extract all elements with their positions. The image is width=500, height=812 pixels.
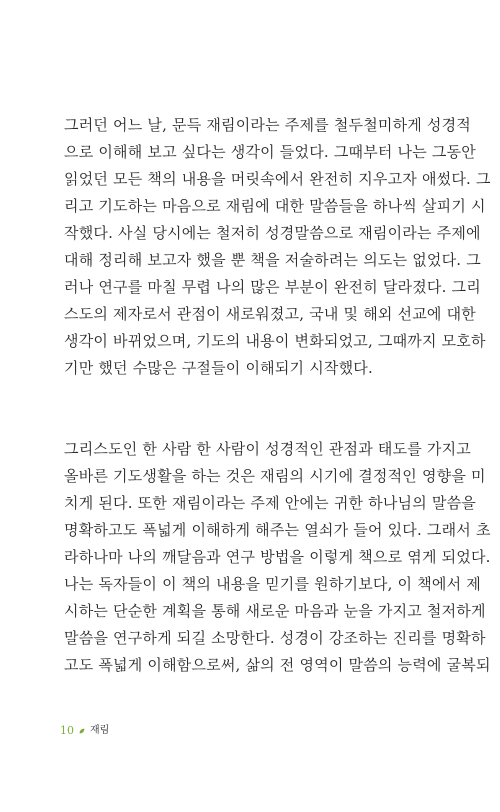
- paragraph-1: [64, 112, 491, 382]
- text-line: 그리스도인 한 사람 한 사람이 성경적인 관점과 태도를 가지고: [64, 440, 471, 458]
- page-number: 10: [60, 724, 74, 737]
- text-line: 대해 정리해 보고자 했을 뿐 책을 저술하려는 의도는 없었다. 그: [64, 251, 481, 269]
- text-line: 치게 된다. 또한 재림이라는 주제 안에는 귀한 하나님의 말씀을: [64, 494, 476, 512]
- text-line: 작했다. 사실 당시에는 철저히 성경말씀으로 재림이라는 주제에: [64, 224, 481, 242]
- text-line: 고도 폭넓게 이해함으로써, 삶의 전 영역이 말씀의 능력에 굴복되: [64, 656, 491, 674]
- text-line: 러나 연구를 마칠 무렵 나의 많은 부분이 완전히 달라졌다. 그리: [64, 278, 481, 296]
- text-line: 읽었던 모든 책의 내용을 머릿속에서 완전히 지우고자 애썼다. 그: [64, 170, 491, 188]
- text-line: 시하는 단순한 계획을 통해 새로운 마음과 눈을 가지고 철저하게: [64, 602, 486, 620]
- text-line: 말씀을 연구하게 되길 소망한다. 성경이 강조하는 진리를 명확하: [64, 629, 486, 647]
- running-title: 재림: [90, 725, 110, 736]
- page-footer: [60, 724, 109, 738]
- text-line: 나는 독자들이 이 책의 내용을 믿기를 원하기보다, 이 책에서 제: [64, 575, 481, 593]
- text-line: 명확하고도 폭넓게 이해하게 해주는 열쇠가 들어 있다. 그래서 초: [64, 521, 491, 539]
- text-line: 리고 기도하는 마음으로 재림에 대한 말씀들을 하나씩 살피기 시: [64, 197, 486, 215]
- text-line: 올바른 기도생활을 하는 것은 재림의 시기에 결정적인 영향을 미: [64, 467, 486, 485]
- text-line: 라하나마 나의 깨달음과 연구 방법을 이렇게 책으로 엮게 되었다.: [64, 548, 491, 566]
- text-line: 그러던 어느 날, 문득 재림이라는 주제를 철두철미하게 성경적: [64, 116, 471, 134]
- text-line: 으로 이해해 보고 싶다는 생각이 들었다. 그때부터 나는 그동안: [64, 143, 476, 161]
- leaf-icon: [79, 728, 85, 734]
- text-line: 스도의 제자로서 관점이 새로워졌고, 국내 및 해외 선교에 대한: [64, 305, 476, 323]
- text-line: 기만 했던 수많은 구절들이 이해되기 시작했다.: [64, 359, 373, 377]
- paragraph-2: [64, 436, 491, 679]
- text-line: 생각이 바뀌었으며, 기도의 내용이 변화되었고, 그때까지 모호하: [64, 332, 486, 350]
